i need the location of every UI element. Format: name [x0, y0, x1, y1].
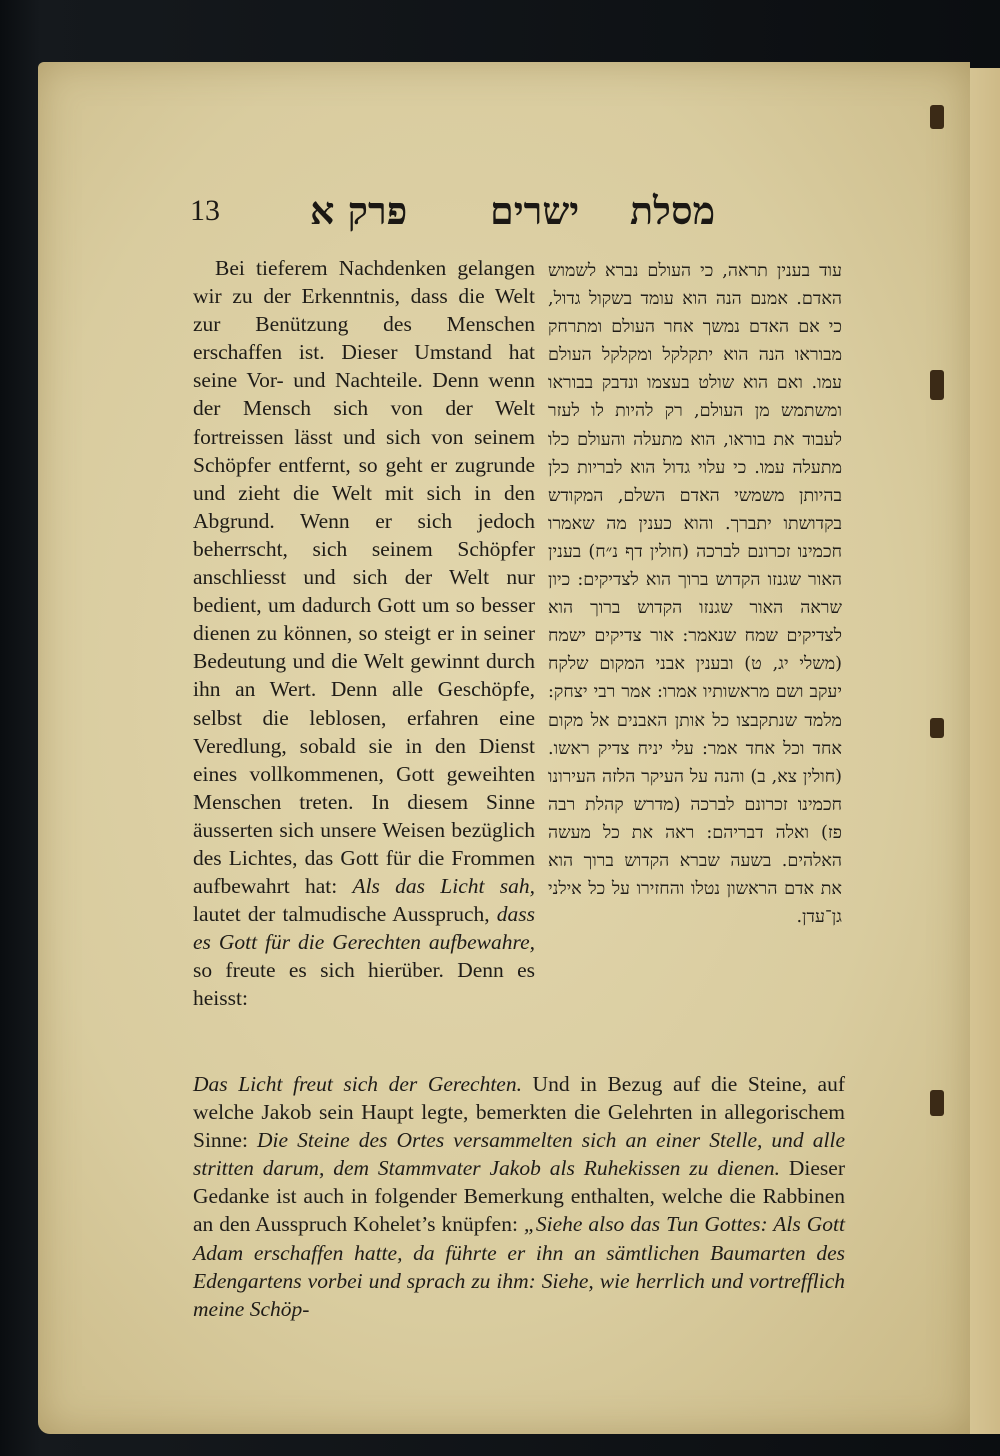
- chapter-heading: פרק א: [310, 188, 408, 233]
- german-paragraph: Das Licht freut sich der Gerechten. Und in Bezug auf die Steine, auf welche Jakob sein Haupt legte, bemerkten die Gelehrten in allegorischem Sinne: Die Steine des Ortes versammelten sich an einer Stelle, und alle stritten darum, dem Stammvater Jakob als Ruhekissen zu dienen. Dieser Gedanke ist auch in folgender Bemerkung enthalten, welche die Rabbinen an den Ausspruch Kohelet’s knüpfen: „Siehe also das Tun Gottes: Als Gott Adam erschaffen hatte, da führte er ihn an sämtlichen Baumarten des Edengartens vorbei und sprach zu ihm: Siehe, wie herrlich und vortrefflich meine Schöp-: [193, 1072, 845, 1321]
- binding-stitch: [930, 718, 944, 738]
- german-continuation: [193, 1070, 845, 1323]
- german-translation-column: [193, 254, 535, 1013]
- german-paragraph: Bei tieferem Nachdenken gelangen wir zu der Erkenntnis, dass die Welt zur Benützung des Menschen erschaffen ist. Dieser Umstand hat seine Vor- und Nachteile. Denn wenn der Mensch sich von der Welt fortreissen lässt und sich von seinem Schöpfer entfernt, so geht er zugrunde und zieht die Welt mit sich in den Abgrund. Wenn er sich jedoch beherrscht, sich seinem Schöpfer anschliesst und sich der Welt nur bedient, um dadurch Gott um so besser dienen zu können, so steigt er in seiner Bedeutung und die Welt gewinnt durch ihn an Wert. Denn alle Geschöpfe, selbst die leblosen, erfahren eine Veredlung, sobald sie in den Dienst eines vollkommenen, Gott geweihten Menschen treten. In diesem Sinne äusserten sich unsere Weisen bezüglich des Lichtes, das Gott für die Frommen aufbewahrt hat: Als das Licht sah, lautet der talmudische Ausspruch, dass es Gott für die Gerechten aufbewahre, so freute es sich hierüber. Denn es heisst:: [193, 256, 536, 1011]
- book-title-word: ישרים: [490, 188, 580, 233]
- binding-stitch: [930, 370, 944, 400]
- page-number: 13: [190, 194, 220, 227]
- binding-stitch: [930, 105, 944, 129]
- hebrew-text-column: [548, 257, 842, 931]
- hebrew-paragraph: עוד בענין תראה, כי העולם נברא לשמוש האדם. אמנם הנה הוא עומד בשקול גדול, כי אם האדם נמשך אחר העולם ומתרחק מבוראו הנה הוא יתקלקל ומקלקל העולם עמו. ואם הוא שולט בעצמו ונדבק בבוראו ומשתמש מן העולם, רק להיות לו לעזר לעבוד את בוראו, הוא מתעלה והעולם כלו מתעלה עמו. כי עלוי גדול הוא לבריות כלן בהיותן משמשי האדם השלם, המקודש בקדושתו יתברך. והוא כענין מה שאמרו חכמינו זכרונם לברכה (חולין דף נ״ח) בענין האור שגנזו הקדוש ברוך הוא לצדיקים: כיון שראה האור שגנזו הקדוש ברוך הוא לצדיקים שמח שנאמר: אור צדיקים ישמח (משלי יג, ט) ובענין אבני המקום שלקח יעקב ושם מראשותיו אמרו: אמר רבי יצחק: מלמד שנתקבצו כל אותן האבנים אל מקום אחד וכל אחד אמר: עלי יניח צדיק ראשו. (חולין צא, ב) והנה על העיקר הלזה העירונו חכמינו זכרונם לברכה (מדרש קהלת רבה פז) ואלה דבריהם: ראה את כל מעשה האלהים. בשעה שברא הקדוש ברוך הוא את אדם הראשון נטלו והחזירו על כל אילני גן־עדן.: [548, 261, 842, 928]
- binding-stitch: [930, 1090, 944, 1116]
- page-header: [190, 188, 730, 238]
- book-title-word: מסלת: [630, 188, 716, 233]
